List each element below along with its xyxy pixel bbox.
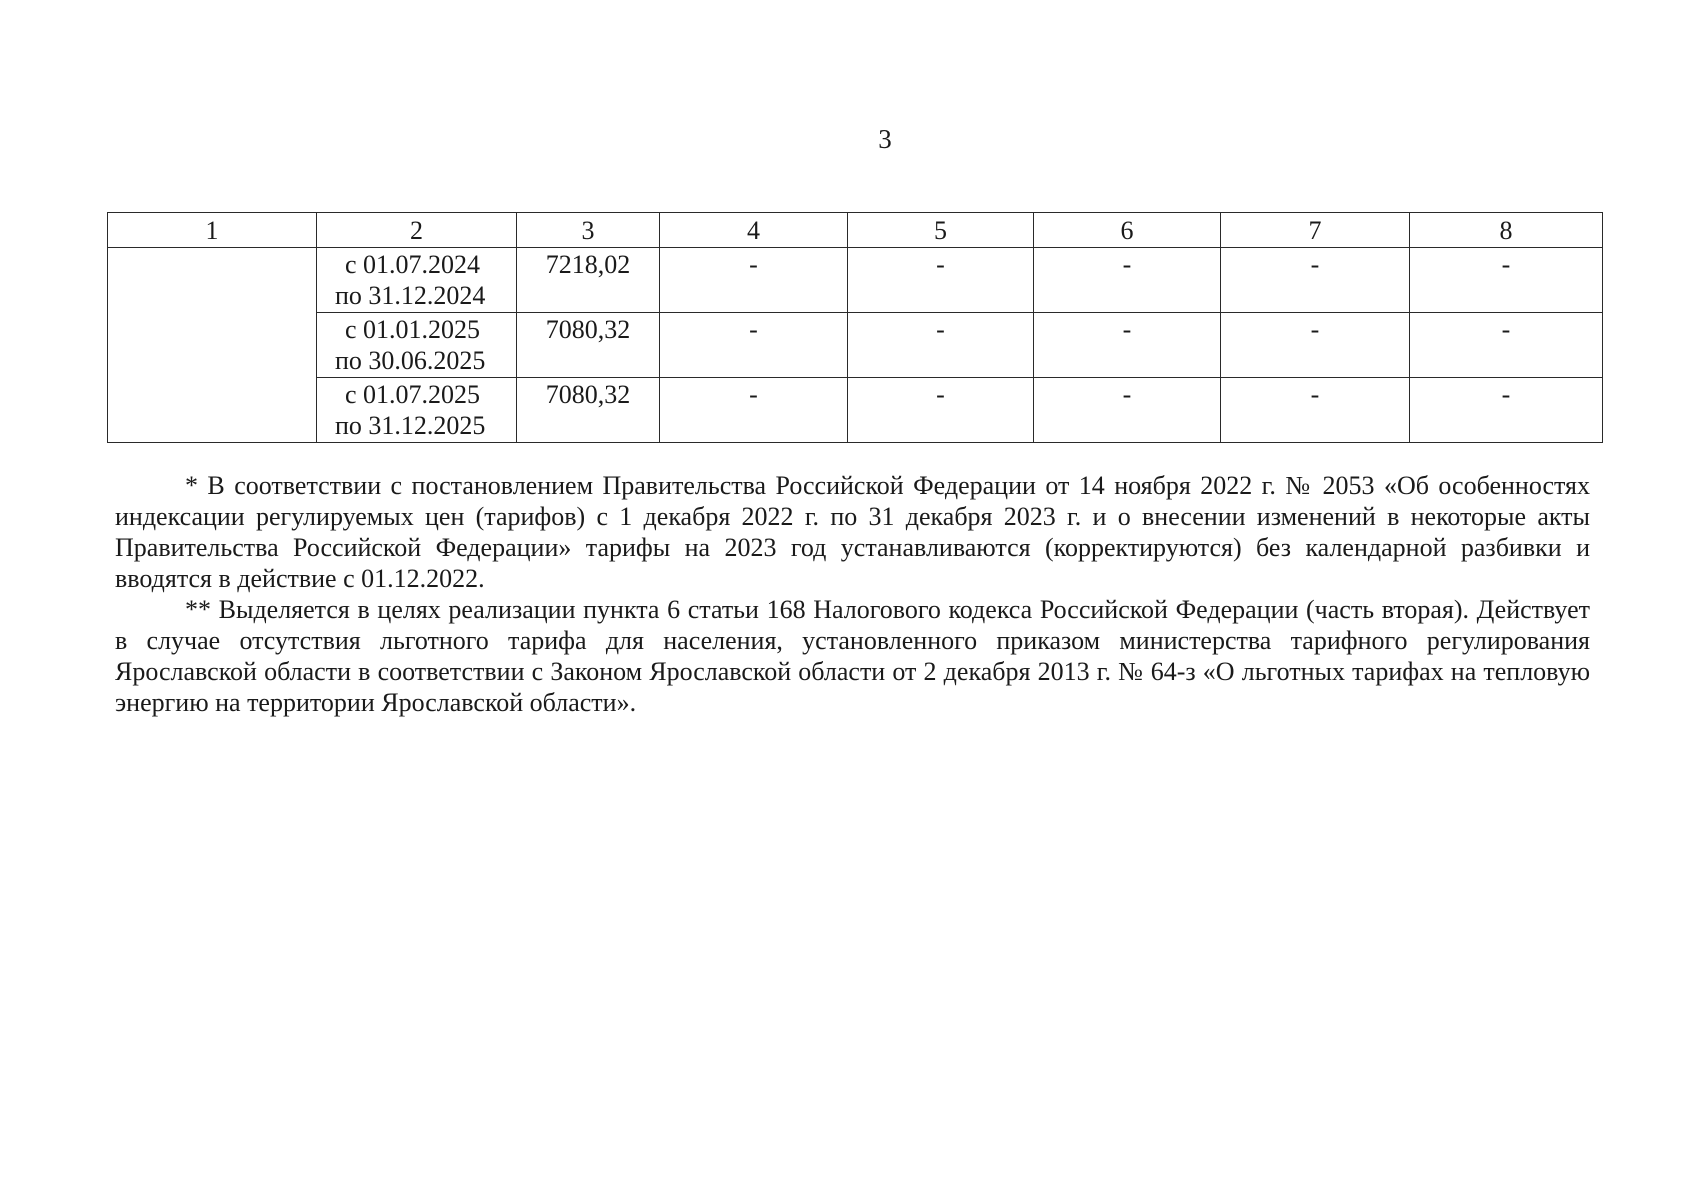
column-header-6: 6: [1034, 213, 1221, 248]
period-from: с 01.07.2025: [345, 380, 481, 409]
period-cell: [317, 248, 517, 313]
column-header-8: 8: [1410, 213, 1603, 248]
tariff-value: 7080,32: [517, 313, 660, 378]
category-cell: [108, 248, 317, 443]
cell-col-8: -: [1410, 378, 1603, 443]
tariff-table: [107, 212, 1603, 443]
footnote-double-asterisk: ** Выделяется в целях реализации пункта 6 статьи 168 Налогового кодекса Российской Федерации (часть вторая). Действует в случае отсутствия льготного тарифа для населения, установленного приказом министерства тарифного регулирования Ярославской области в соответствии с Законом Ярославской области от 2 декабря 2013 г. № 64-з «О льготных тарифах на тепловую энергию на территории Ярославской области».: [115, 595, 1590, 717]
cell-col-5: -: [848, 313, 1034, 378]
footnote-single-asterisk: * В соответствии с постановлением Правительства Российской Федерации от 14 ноября 2022 г. № 2053 «Об особенностях индексации регулируемых цен (тарифов) с 1 декабря 2022 г. по 31 декабря 2023 г. и о внесении изменений в некоторые акты Правительства Российской Федерации» тарифы на 2023 год устанавливаются (корректируются) без календарной разбивки и вводятся в действие с 01.12.2022.: [115, 471, 1590, 593]
cell-col-4: -: [660, 248, 848, 313]
cell-col-4: -: [660, 313, 848, 378]
table-row: [108, 248, 1603, 313]
column-header-3: 3: [517, 213, 660, 248]
period-from: с 01.01.2025: [345, 315, 481, 344]
period-to: по 31.12.2024: [335, 281, 486, 310]
table-row: [108, 378, 1603, 443]
period-to: по 30.06.2025: [335, 346, 486, 375]
cell-col-5: -: [848, 378, 1034, 443]
period-from: с 01.07.2024: [345, 250, 481, 279]
cell-col-7: -: [1221, 248, 1410, 313]
period-cell: [317, 313, 517, 378]
cell-col-8: -: [1410, 313, 1603, 378]
cell-col-5: -: [848, 248, 1034, 313]
tariff-value: 7080,32: [517, 378, 660, 443]
page-number: 3: [878, 124, 892, 154]
column-header-5: 5: [848, 213, 1034, 248]
column-header-7: 7: [1221, 213, 1410, 248]
cell-col-7: -: [1221, 313, 1410, 378]
table-row: [108, 313, 1603, 378]
footnotes: [115, 470, 1590, 718]
cell-col-6: -: [1034, 313, 1221, 378]
header-row: [108, 213, 1603, 248]
table-body: [108, 248, 1603, 443]
cell-col-6: -: [1034, 248, 1221, 313]
period-to: по 31.12.2025: [335, 411, 486, 440]
cell-col-4: -: [660, 378, 848, 443]
cell-col-8: -: [1410, 248, 1603, 313]
column-header-1: 1: [108, 213, 317, 248]
period-cell: [317, 378, 517, 443]
cell-col-6: -: [1034, 378, 1221, 443]
tariff-value: 7218,02: [517, 248, 660, 313]
table-header: [108, 213, 1603, 248]
column-header-4: 4: [660, 213, 848, 248]
cell-col-7: -: [1221, 378, 1410, 443]
column-header-2: 2: [317, 213, 517, 248]
